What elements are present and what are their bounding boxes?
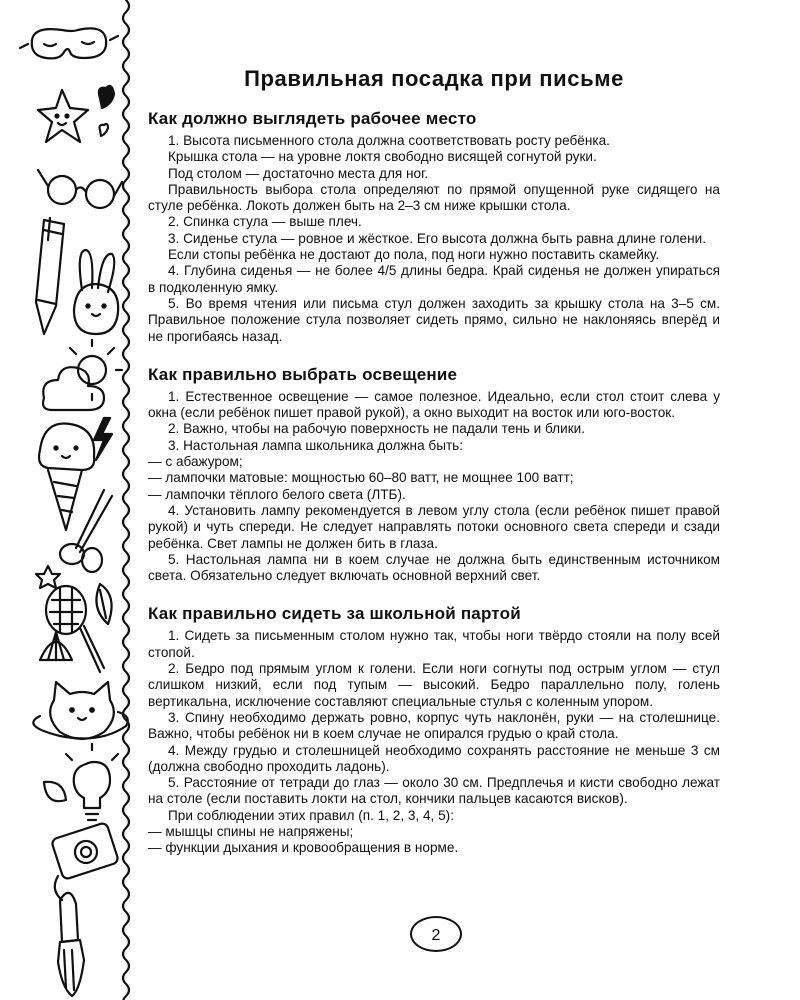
doodle-sidebar	[0, 0, 132, 1000]
paragraph: 1. Естественное освещение — самое полезное. Идеально, если стол стоит слева у окна (если ребёнок пишет правой рукой), а окно выходит на восток или юго-восток.	[148, 388, 720, 421]
section-heading: Как правильно выбрать освещение	[148, 364, 458, 384]
paragraph: Под столом — достаточно места для ног.	[168, 165, 429, 181]
list-item: — мышцы спины не напряжены;	[148, 823, 354, 839]
paragraph: 4. Между грудью и столешницей необходимо сохранять расстояние не меньше 3 см (должна свободно проходить ладонь).	[148, 742, 720, 774]
paragraph: При соблюдении этих правил (п. 1, 2, 3, 4, 5):	[168, 807, 454, 823]
camera-icon	[51, 822, 119, 900]
paragraph: 2. Спинка стула — выше плеч.	[168, 214, 362, 230]
sun-cloud-icon	[43, 340, 122, 410]
list-item: — с абажуром;	[148, 454, 243, 470]
section-heading: Как должно выглядеть рабочее место	[148, 109, 477, 128]
paragraph: 5. Настольная лампа ни в коем случае не должна быть единственным источником света. Обязательно следует включать основной верхний свет.	[148, 551, 720, 584]
paragraph: 4. Глубина сиденья — не более 4/5 длины бедра. Край сиденья не должен упираться в подколенную ямку.	[148, 263, 720, 295]
paragraph: Крышка стола — на уровне локтя свободно висящей согнутой руки.	[168, 149, 597, 165]
cat-planet-icon	[33, 682, 127, 739]
paragraph: 3. Сиденье стула — ровное и жёсткое. Его высота должна быть равна длине голени.	[168, 230, 706, 246]
list-item: — лампочки тёплого белого света (ЛТБ).	[148, 486, 406, 502]
paragraph: 3. Спину необходимо держать ровно, корпус чуть наклонён, руки — на столешнице. Важно, чтобы ребёнок ни в коем случае не опирался грудью о край стола.	[148, 709, 720, 742]
lightning-icon	[94, 418, 112, 460]
list-item: — функции дыхания и кровообращения в норме.	[148, 840, 459, 856]
page-number: 2	[410, 916, 462, 952]
section-lighting	[148, 365, 720, 585]
section-sitting	[148, 604, 720, 856]
paragraph: 1. Сидеть за письменным столом нужно так, чтобы ноги твёрдо стояли на полу всей стопой.	[148, 628, 720, 660]
paragraph: 2. Бедро под прямым углом к голени. Если ноги согнуты под острым углом — стул слишком низкий, если под тупым — высокий. Бедро параллельно полу, голень вертикальна, исключение составляют специальные стулья с коленным упором.	[148, 661, 720, 709]
glasses-icon	[38, 170, 122, 208]
paragraph: 3. Настольная лампа школьника должна быть:	[168, 437, 464, 453]
paragraph: 5. Во время чтения или письма стул должен заходить за крышку стола на 3–5 см. Правильное положение стула позволяет сидеть прямо, сильно не наклоняясь вперёд и не прогибаясь назад.	[148, 295, 720, 344]
paintbrush-icon	[58, 893, 84, 996]
sparkle-icon	[36, 566, 60, 588]
sleep-mask-icon	[20, 28, 118, 58]
paragraph: 2. Важно, чтобы на рабочую поверхность не падали тень и блики.	[168, 421, 586, 437]
paragraph: 1. Высота письменного стола должна соответствовать росту ребёнка.	[168, 133, 610, 148]
paragraph: Если стопы ребёнка не достают до пола, под ноги нужно поставить скамейку.	[168, 247, 660, 263]
bunny-icon	[74, 250, 118, 334]
content-area	[148, 66, 720, 877]
section-heading: Как правильно сидеть за школьной партой	[148, 604, 521, 624]
paragraph: 5. Расстояние от тетради до глаз — около 30 см. Предплечья и кисти свободно лежат на столе (если поставить локти на стол, кончики пальцев касаются висков).	[148, 775, 720, 807]
pencil-icon	[36, 218, 64, 334]
paragraph: Правильность выбора стола определяют по прямой опущенной руке сидящего на стуле ребёнка. Локоть должен быть на 2–3 см ниже крышки стола.	[148, 181, 720, 214]
list-item: — лампочки матовые: мощностью 60–80 ватт, не мощнее 100 ватт;	[148, 470, 574, 486]
star-icon	[38, 90, 88, 142]
lightbulb-icon	[66, 744, 118, 820]
section-workplace	[148, 109, 720, 345]
paragraph: 4. Установить лампу рекомендуется в левом углу стола (если ребёнок пишет правой рукой) и чуть спереди. Не следует направлять потоки основного света спереди и сзади ребёнка. Свет лампы не должен бить в глаза.	[148, 502, 720, 551]
wavy-border	[123, 0, 129, 1000]
heart-icon	[99, 86, 114, 136]
shell-icon	[40, 632, 72, 660]
ice-cream-icon	[39, 424, 94, 530]
scissors-icon	[60, 490, 112, 572]
page-title: Правильная посадка при письме	[244, 66, 624, 91]
